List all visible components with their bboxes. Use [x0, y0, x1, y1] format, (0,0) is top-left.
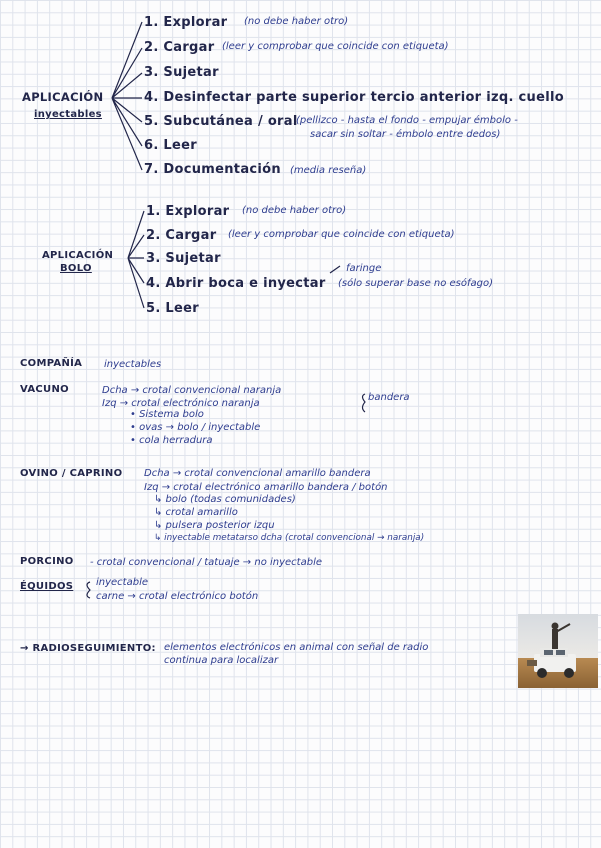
ovino-sub-1: ↳ bolo (todas comunidades) [154, 494, 296, 505]
vacuno-bullet-2: • ovas → bolo / inyectable [130, 422, 261, 433]
vacuno-line-2: Izq → crotal electrónico naranja [102, 398, 260, 409]
vacuno-bullet-2-text: ovas → bolo / inyectable [139, 422, 261, 433]
section-title-inyectables: APLICACIÓN [22, 90, 104, 104]
compania-label: COMPAÑÍA [20, 358, 83, 369]
vacuno-line-1: Dcha → crotal convencional naranja [102, 385, 282, 396]
vacuno-label: VACUNO [20, 384, 69, 395]
ovino-line-1: Dcha → crotal convencional amarillo bandera [144, 468, 371, 479]
ovino-sub-4: ↳ inyectable metatarso dcha (crotal convencional → naranja) [154, 533, 425, 543]
iny-step-7: 7. Documentación [144, 162, 281, 177]
equidos-line-1: inyectable [96, 577, 149, 588]
iny-step-5-note-2: sacar sin soltar - émbolo entre dedos) [310, 129, 501, 140]
vacuno-bullet-3-text: cola herradura [139, 435, 213, 446]
vacuno-brace-label: bandera [368, 392, 410, 403]
iny-step-1: 1. Explorar [144, 15, 228, 30]
iny-step-2-note: (leer y comprobar que coincide con etiqueta) [222, 41, 449, 52]
ovino-sub-2: ↳ crotal amarillo [154, 507, 238, 518]
vacuno-bullet-3: • cola herradura [130, 435, 213, 446]
iny-step-5-note: (pellizco - hasta el fondo - empujar émbolo - [296, 115, 518, 126]
porcino-text: - crotal convencional / tatuaje → no inyectable [90, 557, 322, 568]
ovino-line-2: Izq → crotal electrónico amarillo bandera / botón [144, 482, 388, 493]
bolo-step-3: 3. Sujetar [146, 251, 221, 266]
bolo-step-1: 1. Explorar [146, 204, 230, 219]
vacuno-bullet-1: • Sistema bolo [130, 409, 204, 420]
ovino-sub-3: ↳ pulsera posterior izqu [154, 520, 275, 531]
iny-step-6: 6. Leer [144, 138, 197, 153]
ovino-label: OVINO / CAPRINO [20, 468, 123, 479]
bolo-step-2-note: (leer y comprobar que coincide con etiqueta) [228, 229, 455, 240]
bolo-step-1-note: (no debe haber otro) [242, 205, 347, 216]
section-subtitle-inyectables: inyectables [34, 109, 102, 120]
field-vehicle-image [518, 614, 598, 688]
iny-step-7-note: (media reseña) [290, 165, 367, 176]
bolo-step-4-above: faringe [346, 263, 382, 274]
compania-text: inyectables [104, 359, 162, 370]
vacuno-bullet-1-text: Sistema bolo [139, 409, 204, 420]
equidos-label: ÉQUIDOS [20, 581, 74, 592]
bolo-step-4-note: (sólo superar base no esófago) [338, 278, 494, 289]
porcino-label: PORCINO [20, 556, 74, 567]
equidos-line-2: carne → crotal electrónico botón [96, 591, 259, 602]
bolo-step-5: 5. Leer [146, 301, 199, 316]
iny-step-4: 4. Desinfectar parte superior tercio anterior izq. cuello [144, 90, 564, 105]
bolo-step-4: 4. Abrir boca e inyectar [146, 276, 326, 291]
radio-text-1: elementos electrónicos en animal con señal de radio [164, 642, 429, 653]
radiotracking-photo [518, 614, 598, 688]
section-subtitle-bolo: BOLO [60, 263, 92, 274]
iny-step-5: 5. Subcutánea / oral [144, 114, 298, 129]
section-title-bolo: APLICACIÓN [42, 250, 114, 261]
iny-step-1-note: (no debe haber otro) [244, 16, 349, 27]
radio-text-2: continua para localizar [164, 655, 279, 666]
iny-step-2: 2. Cargar [144, 40, 215, 55]
radio-label: → RADIOSEGUIMIENTO: [20, 643, 156, 654]
bolo-step-2: 2. Cargar [146, 228, 217, 243]
iny-step-3: 3. Sujetar [144, 65, 219, 80]
